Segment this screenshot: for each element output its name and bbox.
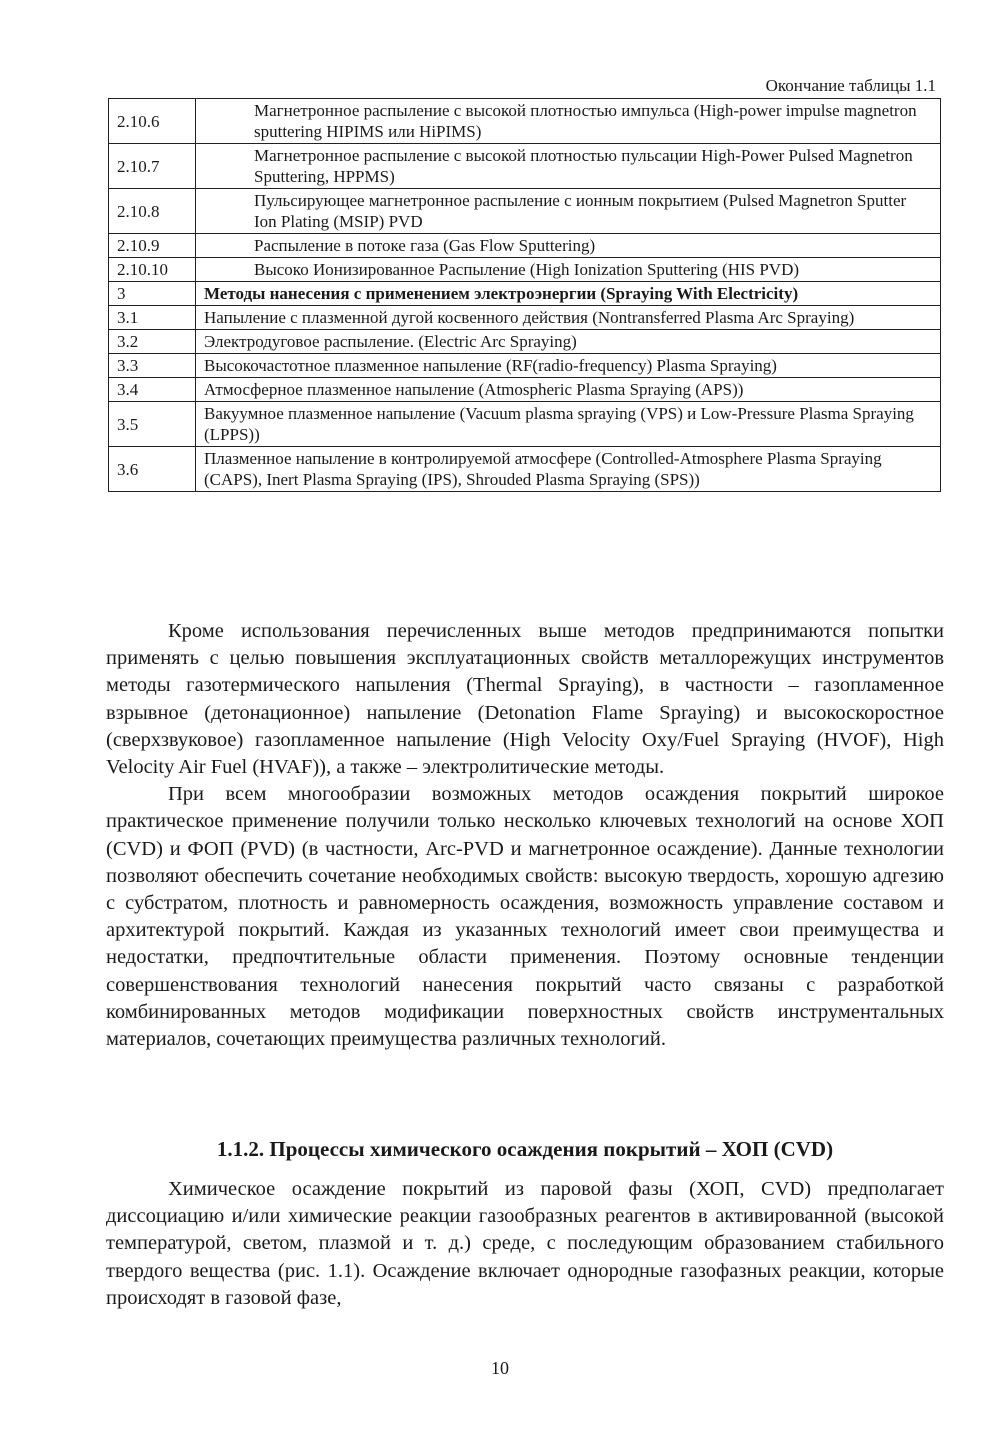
- table-row: [109, 282, 941, 306]
- table-cell-description: Магнетронное распыление с высокой плотностью импульса (High-power impulse magnetron sputtering HIPIMS или HiPIMS): [196, 99, 941, 144]
- paragraph: При всем многообразии возможных методов осаждения покрытий широкое практическое применение получили только несколько ключевых технологий на основе ХОП (CVD) и ФОП (PVD) (в частности, Arc-PVD и магнетронное осаждение). Данные технологии позволяют обеспечить сочетание необходимых свойств: высокую твердость, хорошую адгезию с субстратом, плотность и равномерность осаждения, возможность управление составом и архитектурой покрытий. Каждая из указанных технологий имеет свои преимущества и недостатки, предпочтительные области применения. Поэтому основные тенденции совершенствования технологий нанесения покрытий часто связаны с разработкой комбинированных методов модификации поверхностных свойств инструментальных материалов, сочетающих преимущества различных технологий.: [106, 783, 944, 1051]
- section-heading: 1.1.2. Процессы химического осаждения покрытий – ХОП (CVD): [216, 1137, 834, 1161]
- page-number: 10: [491, 1358, 509, 1378]
- table-cell-description: Плазменное напыление в контролируемой атмосфере (Controlled-Atmosphere Plasma Spraying (CAPS), Inert Plasma Spraying (IPS), Shrouded Plasma Spraying (SPS)): [196, 447, 941, 492]
- table-cell-number: 2.10.6: [109, 99, 196, 144]
- table-row: [109, 234, 941, 258]
- table-continuation-caption: Окончание таблицы 1.1: [765, 76, 936, 95]
- table-row: [109, 378, 941, 402]
- table-row: [109, 447, 941, 492]
- table-row: [109, 144, 941, 189]
- table-cell-description: Атмосферное плазменное напыление (Atmospheric Plasma Spraying (APS)): [196, 378, 941, 402]
- table-cell-description: Высокочастотное плазменное напыление (RF(radio-frequency) Plasma Spraying): [196, 354, 941, 378]
- body-text-block: [106, 1176, 944, 1312]
- table-cell-number: 3: [109, 282, 196, 306]
- table-cell-description: Магнетронное распыление с высокой плотностью пульсации High-Power Pulsed Magnetron Sputtering, HPPMS): [196, 144, 941, 189]
- table-cell-number: 3.4: [109, 378, 196, 402]
- table-cell-number: 3.1: [109, 306, 196, 330]
- table-cell-number: 3.6: [109, 447, 196, 492]
- table-cell-description: Пульсирующее магнетронное распыление с ионным покрытием (Pulsed Magnetron Sputter Ion Plating (MSIP) PVD: [196, 189, 941, 234]
- table-row: [109, 258, 941, 282]
- table-row: [109, 189, 941, 234]
- table-cell-description: Вакуумное плазменное напыление (Vacuum plasma spraying (VPS) и Low-Pressure Plasma Spraying (LPPS)): [196, 402, 941, 447]
- table-cell-number: 3.5: [109, 402, 196, 447]
- table-cell-number: 3.3: [109, 354, 196, 378]
- table-cell-description: Напыление с плазменной дугой косвенного действия (Nontransferred Plasma Arc Spraying): [196, 306, 941, 330]
- body-text-block: [106, 618, 944, 1053]
- table-cell-number: 2.10.7: [109, 144, 196, 189]
- table-cell-description: Электродуговое распыление. (Electric Arc Spraying): [196, 330, 941, 354]
- table-cell-description: Распыление в потоке газа (Gas Flow Sputtering): [196, 234, 941, 258]
- paragraph: Химическое осаждение покрытий из паровой фазы (ХОП, CVD) предполагает диссоциацию и/или химические реакции газообразных реагентов в активированной (высокой температурой, светом, плазмой и т. д.) среде, с последующим образованием стабильного твердого вещества (рис. 1.1). Осаждение включает однородные газофазных реакции, которые происходят в газовой фазе,: [106, 1178, 944, 1309]
- methods-table: [108, 98, 941, 492]
- table-row: [109, 354, 941, 378]
- table-row: [109, 99, 941, 144]
- table-cell-number: 3.2: [109, 330, 196, 354]
- table-row: [109, 306, 941, 330]
- table-cell-number: 2.10.9: [109, 234, 196, 258]
- paragraph: Кроме использования перечисленных выше методов предпринимаются попытки применять с целью повышения эксплуатационных свойств металлорежущих инструментов методы газотермического напыления (Thermal Spraying), в частности – газопламенное взрывное (детонационное) напыление (Detonation Flame Spraying) и высокоскоростное (сверхзвуковое) газопламенное напыление (High Velocity Oxy/Fuel Spraying (HVOF), High Velocity Air Fuel (HVAF)), а также – электролитические методы.: [106, 620, 944, 779]
- table-cell-description: Методы нанесения с применением электроэнергии (Spraying With Electricity): [196, 282, 941, 306]
- table-cell-number: 2.10.10: [109, 258, 196, 282]
- table-row: [109, 402, 941, 447]
- table-cell-description: Высоко Ионизированное Распыление (High Ionization Sputtering (HIS PVD): [196, 258, 941, 282]
- table-cell-number: 2.10.8: [109, 189, 196, 234]
- table-row: [109, 330, 941, 354]
